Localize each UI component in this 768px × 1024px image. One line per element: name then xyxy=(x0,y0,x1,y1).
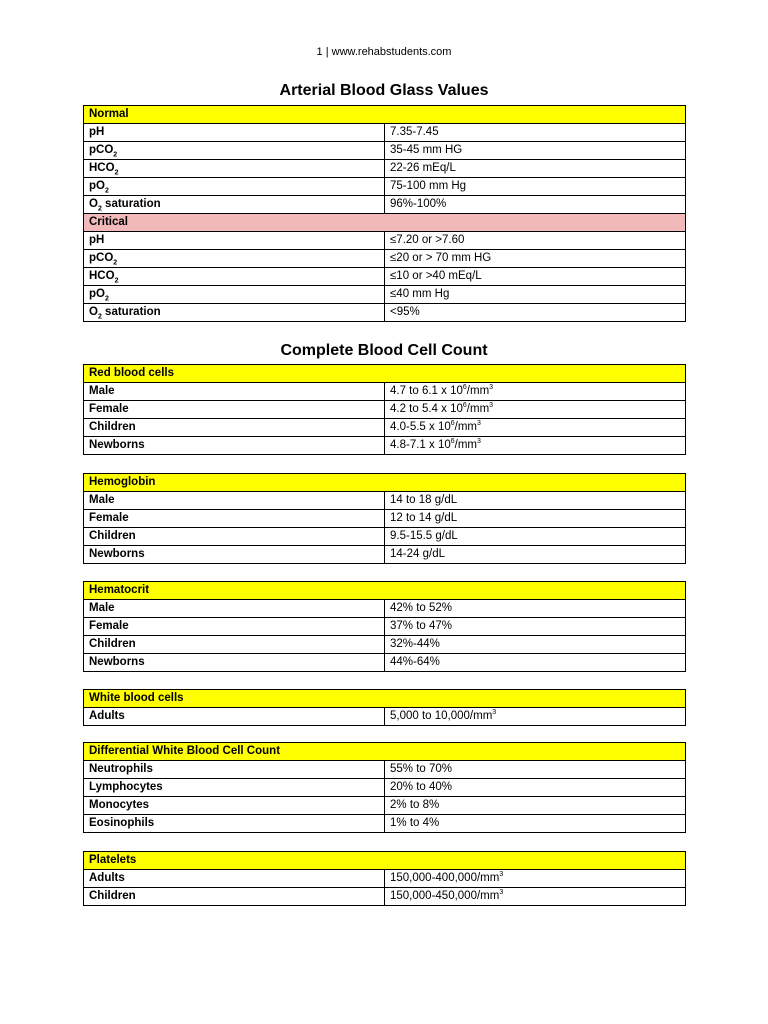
section-header-label: Platelets xyxy=(84,852,686,870)
table-row xyxy=(84,636,686,654)
table-row xyxy=(84,654,686,672)
table-row xyxy=(84,232,686,250)
row-value: 42% to 52% xyxy=(385,600,686,618)
section-header-label: Differential White Blood Cell Count xyxy=(84,743,686,761)
table-section-header xyxy=(84,106,686,124)
row-label: Newborns xyxy=(84,546,385,564)
row-label: Female xyxy=(84,618,385,636)
table-row xyxy=(84,815,686,833)
table-row xyxy=(84,160,686,178)
table-row xyxy=(84,196,686,214)
table-row xyxy=(84,142,686,160)
table-row xyxy=(84,304,686,322)
table-row xyxy=(84,797,686,815)
table-row xyxy=(84,779,686,797)
table-row xyxy=(84,510,686,528)
table-section-header xyxy=(84,743,686,761)
row-value: 44%-64% xyxy=(385,654,686,672)
row-value: 1% to 4% xyxy=(385,815,686,833)
table-row xyxy=(84,286,686,304)
row-value: 9.5-15.5 g/dL xyxy=(385,528,686,546)
row-value: 37% to 47% xyxy=(385,618,686,636)
abg-table xyxy=(83,105,686,322)
row-label: Newborns xyxy=(84,654,385,672)
row-label: Children xyxy=(84,419,385,437)
row-value: <95% xyxy=(385,304,686,322)
row-label: Children xyxy=(84,528,385,546)
cbc-table xyxy=(83,581,686,672)
table-row xyxy=(84,492,686,510)
page-header xyxy=(0,46,768,58)
row-value: 7.35-7.45 xyxy=(385,124,686,142)
row-label: $pO_2$ xyxy=(84,178,385,196)
page-number-separator: | xyxy=(322,46,332,58)
row-value: 4.8-7.1 x $10^6/mm^3$ xyxy=(385,437,686,455)
section-header-label: White blood cells xyxy=(84,690,686,708)
row-value: 4.7 to 6.1 x $10^6/mm^3$ xyxy=(385,383,686,401)
row-value: $150,000-450,000/mm^3$ xyxy=(385,888,686,906)
table-section-header xyxy=(84,214,686,232)
row-label: $pO_2$ xyxy=(84,286,385,304)
table-row xyxy=(84,888,686,906)
row-label: Neutrophils xyxy=(84,761,385,779)
section-header-label: Critical xyxy=(84,214,686,232)
row-label: pH xyxy=(84,232,385,250)
table-row xyxy=(84,708,686,726)
cbc-table xyxy=(83,689,686,726)
cbc-table xyxy=(83,473,686,564)
table-row xyxy=(84,250,686,268)
section-header-label: Normal xyxy=(84,106,686,124)
row-value: 4.0-5.5 x $10^6/mm^3$ xyxy=(385,419,686,437)
row-label: $O_2$ saturation xyxy=(84,196,385,214)
table-row xyxy=(84,178,686,196)
abg-title: Arterial Blood Glass Values xyxy=(279,82,489,99)
row-label: pCO$_2$ xyxy=(84,250,385,268)
section-header-label: Hemoglobin xyxy=(84,474,686,492)
table-row xyxy=(84,618,686,636)
section-header-label: Red blood cells xyxy=(84,365,686,383)
row-value: 75-100 mm Hg xyxy=(385,178,686,196)
row-value: 2% to 8% xyxy=(385,797,686,815)
row-label: Lymphocytes xyxy=(84,779,385,797)
row-label: Children xyxy=(84,636,385,654)
row-value: 22-26 mEq/L xyxy=(385,160,686,178)
table-row xyxy=(84,546,686,564)
table-section-header xyxy=(84,365,686,383)
cbc-title: Complete Blood Cell Count xyxy=(280,342,488,359)
table-row xyxy=(84,437,686,455)
row-label: $O_2$ saturation xyxy=(84,304,385,322)
row-label: Eosinophils xyxy=(84,815,385,833)
row-label: pCO$_2$ xyxy=(84,142,385,160)
table-section-header xyxy=(84,474,686,492)
row-label: Female xyxy=(84,510,385,528)
row-label: Male xyxy=(84,600,385,618)
row-label: Children xyxy=(84,888,385,906)
table-row xyxy=(84,528,686,546)
site-url: www.rehabstudents.com xyxy=(331,46,452,58)
row-label: Male xyxy=(84,383,385,401)
row-label: Male xyxy=(84,492,385,510)
table-row xyxy=(84,268,686,286)
row-label: $HCO_2$ xyxy=(84,268,385,286)
row-value: ≤10 or >40 mEq/L xyxy=(385,268,686,286)
table-row xyxy=(84,870,686,888)
row-value: 96%-100% xyxy=(385,196,686,214)
cbc-table xyxy=(83,364,686,455)
row-label: Adults xyxy=(84,708,385,726)
row-value: 4.2 to 5.4 x $10^6/mm^3$ xyxy=(385,401,686,419)
row-label: pH xyxy=(84,124,385,142)
table-row xyxy=(84,600,686,618)
table-section-header xyxy=(84,690,686,708)
row-value: 20% to 40% xyxy=(385,779,686,797)
row-label: $HCO_2$ xyxy=(84,160,385,178)
row-value: $150,000-400,000/mm^3$ xyxy=(385,870,686,888)
row-value: ≤7.20 or >7.60 xyxy=(385,232,686,250)
cbc-table xyxy=(83,742,686,833)
table-row xyxy=(84,419,686,437)
cbc-table xyxy=(83,851,686,906)
table-section-header xyxy=(84,582,686,600)
row-label: Newborns xyxy=(84,437,385,455)
row-value: 5,000 to $10,000/mm^3$ xyxy=(385,708,686,726)
row-value: ≤20 or > 70 mm HG xyxy=(385,250,686,268)
table-row xyxy=(84,383,686,401)
table-row xyxy=(84,761,686,779)
row-value: ≤40 mm Hg xyxy=(385,286,686,304)
row-value: 12 to 14 g/dL xyxy=(385,510,686,528)
row-value: 14-24 g/dL xyxy=(385,546,686,564)
row-label: Monocytes xyxy=(84,797,385,815)
row-value: 32%-44% xyxy=(385,636,686,654)
page-number: 1 xyxy=(316,46,323,58)
section-header-label: Hematocrit xyxy=(84,582,686,600)
row-value: 14 to 18 g/dL xyxy=(385,492,686,510)
row-value: 35-45 mm HG xyxy=(385,142,686,160)
row-value: 55% to 70% xyxy=(385,761,686,779)
table-row xyxy=(84,401,686,419)
row-label: Female xyxy=(84,401,385,419)
table-row xyxy=(84,124,686,142)
row-label: Adults xyxy=(84,870,385,888)
table-section-header xyxy=(84,852,686,870)
